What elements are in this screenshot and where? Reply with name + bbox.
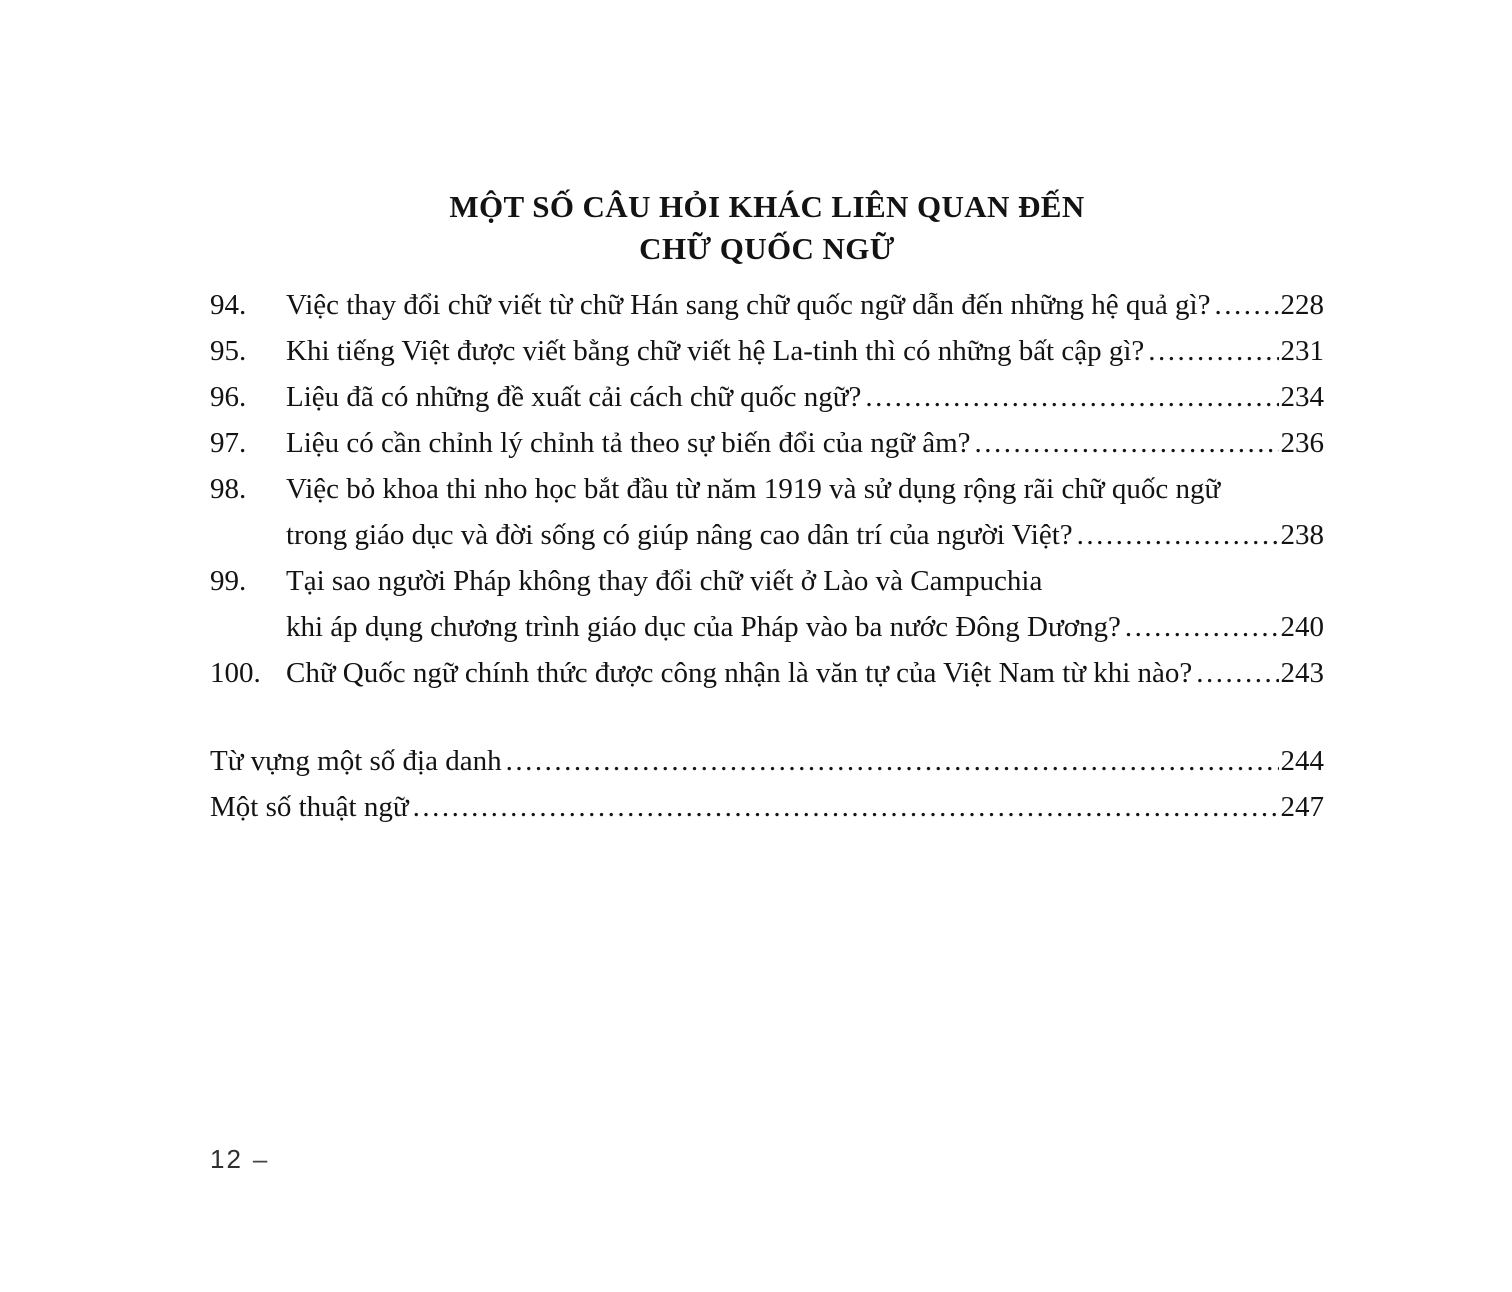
back-matter-page: 244	[1280, 745, 1324, 777]
toc-item-94	[210, 282, 1324, 328]
toc-item-title: Liệu đã có những đề xuất cải cách chữ quốc ngữ?	[286, 381, 862, 413]
toc-item-number: 97.	[210, 427, 247, 459]
folio	[210, 1144, 269, 1175]
page-title-line-2: CHỮ QUỐC NGỮ	[639, 231, 895, 266]
dot-leader	[1214, 282, 1278, 328]
toc-item-98	[210, 466, 1324, 558]
toc-item-97	[210, 420, 1324, 466]
toc-item-title-line-1: Tại sao người Pháp không thay đổi chữ viết ở Lào và Campuchia	[286, 565, 1043, 597]
toc-item-number: 99.	[210, 565, 247, 597]
toc-item-title: Chữ Quốc ngữ chính thức được công nhận là văn tự của Việt Nam từ khi nào?	[286, 657, 1193, 689]
toc-item-body	[286, 328, 1324, 374]
toc-item-number: 94.	[210, 289, 247, 321]
toc-item-body	[286, 374, 1324, 420]
toc-item-99	[210, 558, 1324, 650]
toc-line	[286, 650, 1324, 696]
toc-item-page: 234	[1280, 381, 1324, 413]
toc-item-title-line-1: Việc bỏ khoa thi nho học bắt đầu từ năm 1919 và sử dụng rộng rãi chữ quốc ngữ	[286, 473, 1221, 505]
back-matter-page: 247	[1280, 791, 1324, 823]
toc-line	[286, 328, 1324, 374]
dot-leader	[1148, 328, 1278, 374]
toc-item-body	[286, 420, 1324, 466]
toc-item-page: 236	[1280, 427, 1324, 459]
page-title-line-1: MỘT SỐ CÂU HỎI KHÁC LIÊN QUAN ĐẾN	[449, 189, 1085, 224]
dot-leader	[506, 738, 1279, 784]
toc-item-96	[210, 374, 1324, 420]
toc-line	[286, 282, 1324, 328]
dot-leader	[975, 420, 1279, 466]
toc-item-number: 98.	[210, 473, 247, 505]
back-matter-title: Từ vựng một số địa danh	[210, 745, 502, 777]
toc-line	[286, 558, 1324, 604]
page-title	[210, 186, 1324, 270]
toc-line	[286, 604, 1324, 650]
toc-item-body	[286, 558, 1324, 650]
toc-list	[210, 282, 1324, 696]
toc-line	[286, 374, 1324, 420]
toc-item-95	[210, 328, 1324, 374]
toc-item-page: 231	[1280, 335, 1324, 367]
toc-item-page: 228	[1280, 289, 1324, 321]
toc-item-page: 243	[1280, 657, 1324, 689]
toc-item-page: 240	[1280, 611, 1324, 643]
toc-line	[286, 420, 1324, 466]
toc-item-number: 100.	[210, 657, 261, 689]
toc-item-body	[286, 282, 1324, 328]
toc-line	[286, 466, 1324, 512]
toc-item-title-line-2: trong giáo dục và đời sống có giúp nâng cao dân trí của người Việt?	[286, 519, 1073, 551]
toc-item-number: 95.	[210, 335, 247, 367]
back-matter-title: Một số thuật ngữ	[210, 791, 409, 823]
dot-leader	[865, 374, 1278, 420]
folio-page-number: 12	[210, 1144, 243, 1174]
toc-item-number: 96.	[210, 381, 247, 413]
toc-item-title-line-2: khi áp dụng chương trình giáo dục của Pháp vào ba nước Đông Dương?	[286, 611, 1121, 643]
back-matter-item-glossary-places	[210, 738, 1324, 784]
folio-dash: –	[252, 1144, 270, 1174]
toc-item-title: Việc thay đổi chữ viết từ chữ Hán sang chữ quốc ngữ dẫn đến những hệ quả gì?	[286, 289, 1211, 321]
back-matter-item-glossary-terms	[210, 784, 1324, 830]
back-matter-list	[210, 738, 1324, 830]
toc-item-body	[286, 466, 1324, 558]
toc-line	[286, 512, 1324, 558]
toc-item-page: 238	[1280, 519, 1324, 551]
dot-leader	[1196, 650, 1278, 696]
dot-leader	[1125, 604, 1279, 650]
dot-leader	[413, 784, 1279, 830]
toc-item-title: Liệu có cần chỉnh lý chỉnh tả theo sự biến đổi của ngữ âm?	[286, 427, 971, 459]
toc-content-column	[210, 186, 1324, 830]
toc-item-100	[210, 650, 1324, 696]
dot-leader	[1077, 512, 1279, 558]
toc-item-title: Khi tiếng Việt được viết bằng chữ viết hệ La-tinh thì có những bất cập gì?	[286, 335, 1145, 367]
toc-item-body	[286, 650, 1324, 696]
